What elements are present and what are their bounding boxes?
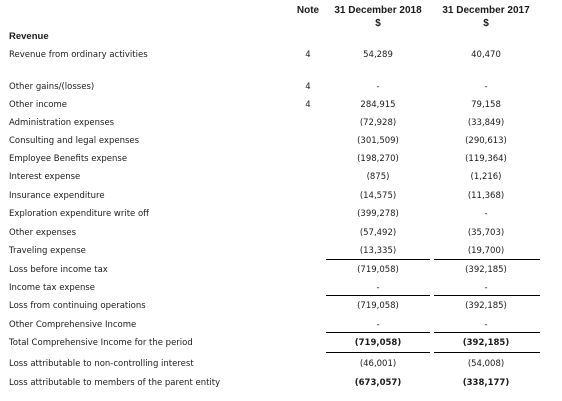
table-row — [0, 152, 562, 166]
row-label: Traveling expense — [9, 246, 86, 256]
value-2018: (719,058) — [354, 338, 402, 348]
subtotal-rule-2018 — [326, 259, 430, 260]
value-2017: (392,185) — [465, 265, 507, 275]
currency-2018-label: $ — [375, 18, 381, 29]
table-row — [0, 170, 562, 184]
table-row-total — [0, 336, 562, 350]
value-2017: (392,185) — [465, 301, 507, 311]
row-label: Other Comprehensive Income — [9, 320, 137, 330]
value-2017: (35,703) — [467, 228, 505, 238]
value-2017: - — [484, 320, 488, 330]
row-label: Other income — [9, 100, 67, 110]
value-2017: - — [484, 283, 488, 293]
section-heading-revenue — [0, 30, 562, 44]
table-row — [0, 357, 562, 371]
value-2017: (290,613) — [465, 136, 507, 146]
value-2017: (338,177) — [462, 378, 510, 388]
row-label: Consulting and legal expenses — [9, 136, 140, 146]
table-row-total — [0, 376, 562, 390]
row-label: Exploration expenditure write off — [9, 209, 150, 219]
value-2017: (54,008) — [467, 359, 505, 369]
row-label: Loss attributable to members of the parent entity — [9, 378, 221, 388]
table-row — [0, 48, 562, 62]
row-label: Insurance expenditure — [9, 191, 105, 201]
subtotal-rule-2017 — [434, 332, 540, 333]
value-2018: (875) — [366, 172, 390, 182]
value-2018: (46,001) — [359, 359, 397, 369]
subtotal-rule-2018 — [326, 295, 430, 296]
row-label: Other expenses — [9, 228, 77, 238]
value-2018: (719,058) — [357, 301, 399, 311]
row-label: Revenue from ordinary activities — [9, 50, 148, 60]
currency-2017-label: $ — [483, 18, 489, 29]
row-note: 4 — [305, 100, 311, 110]
value-2018: (301,509) — [357, 136, 399, 146]
year-2017-column-header: 31 December 2017 — [442, 5, 530, 16]
table-row — [0, 98, 562, 112]
total-rule-2017 — [434, 352, 540, 353]
value-2017: (119,364) — [465, 154, 507, 164]
row-label: Loss attributable to non-controlling interest — [9, 359, 194, 369]
table-row — [0, 263, 562, 277]
value-2018: (399,278) — [357, 209, 399, 219]
value-2017: - — [484, 82, 488, 92]
subtotal-rule-2017 — [434, 259, 540, 260]
value-2018: (13,335) — [359, 246, 397, 256]
table-row — [0, 207, 562, 221]
row-label: Revenue — [9, 31, 49, 42]
year-2018-column-header: 31 December 2018 — [334, 5, 422, 16]
value-2018: (57,492) — [359, 228, 397, 238]
row-label: Total Comprehensive Income for the period — [9, 338, 193, 348]
value-2017: (19,700) — [467, 246, 505, 256]
value-2018: (14,575) — [359, 191, 397, 201]
table-row — [0, 134, 562, 148]
subtotal-rule-2018 — [326, 332, 430, 333]
row-label: Income tax expense — [9, 283, 96, 293]
table-row — [0, 80, 562, 94]
value-2018: - — [376, 320, 380, 330]
note-column-header: Note — [296, 5, 320, 16]
table-row — [0, 244, 562, 258]
row-label: Interest expense — [9, 172, 81, 182]
value-2017: - — [484, 209, 488, 219]
value-2017: (33,849) — [467, 118, 505, 128]
row-note: 4 — [305, 50, 311, 60]
table-row — [0, 299, 562, 313]
value-2018: (198,270) — [357, 154, 399, 164]
row-note: 4 — [305, 82, 311, 92]
value-2017: 79,158 — [471, 100, 501, 110]
value-2018: 54,289 — [363, 50, 393, 60]
value-2018: 284,915 — [360, 100, 396, 110]
row-label: Loss from continuing operations — [9, 301, 146, 311]
value-2018: (72,928) — [359, 118, 397, 128]
table-row — [0, 226, 562, 240]
row-label: Other gains/(losses) — [9, 82, 95, 92]
value-2017: (11,368) — [467, 191, 505, 201]
row-label: Loss before income tax — [9, 265, 108, 275]
value-2018: - — [376, 283, 380, 293]
row-label: Administration expenses — [9, 118, 115, 128]
value-2018: - — [376, 82, 380, 92]
table-row — [0, 318, 562, 332]
subtotal-rule-2017 — [434, 295, 540, 296]
total-rule-2018 — [326, 352, 430, 353]
table-row — [0, 116, 562, 130]
value-2018: (673,057) — [354, 378, 402, 388]
value-2017: (1,216) — [470, 172, 502, 182]
table-row — [0, 189, 562, 203]
table-row — [0, 281, 562, 295]
value-2017: (392,185) — [462, 338, 510, 348]
value-2017: 40,470 — [471, 50, 501, 60]
value-2018: (719,058) — [357, 265, 399, 275]
row-label: Employee Benefits expense — [9, 154, 128, 164]
